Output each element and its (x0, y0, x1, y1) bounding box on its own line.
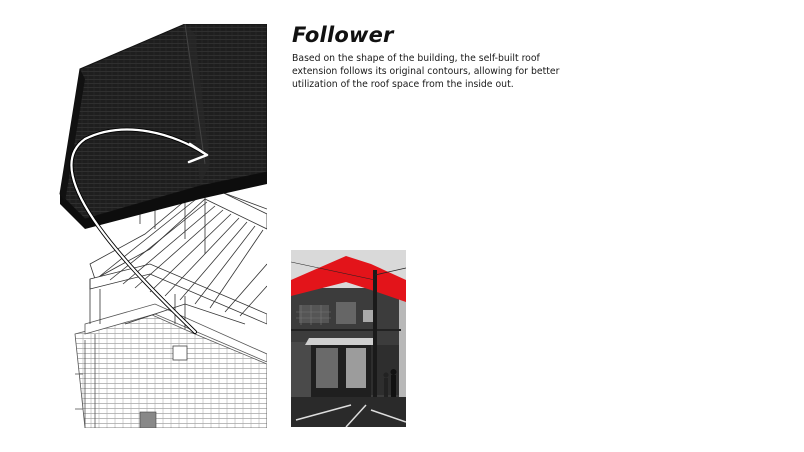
description-text: Based on the shape of the building, the self-built roof extension follows its original contours, allowing for better utilization of the roof space from the inside out. (292, 53, 560, 90)
roof-axonometric-drawing (55, 24, 267, 428)
building-walls (75, 304, 267, 428)
street-building-photo (291, 250, 406, 427)
page-title: Follower (292, 23, 394, 47)
roof-extension-slab (60, 24, 267, 229)
